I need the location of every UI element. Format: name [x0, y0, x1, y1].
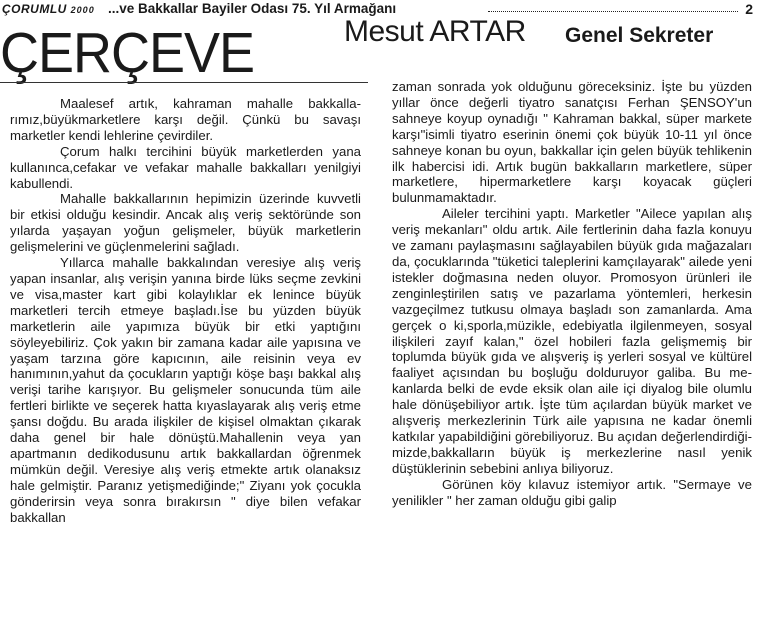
logo-underline — [0, 82, 368, 83]
article-column-right — [392, 79, 752, 508]
column-logo: ÇERÇEVE — [0, 21, 255, 85]
paragraph: Görünen köy kılavuz istemiyor artık. "Sermaye ve yenilikler " her zaman olduğu gibi galip — [392, 476, 752, 508]
page-number: 2 — [745, 1, 753, 17]
header-leader-dots — [488, 0, 738, 12]
paragraph: Çorum halkı tercihini büyük marketlerden yana kullanınca,cefakar ve vefakar mahalle bakkalları yenilgiyi kabullendi. — [10, 143, 361, 191]
paragraph: zaman sonrada yok olduğunu göreceksiniz. İşte bu yüzden yıllar önce değerli tiyatro sanatçısı Ferhan ŞENSOY'un sahneye koyup oynadığı " Kahraman bakkal, süper markete karşı"isimli tiyatro eserinin önemi çok büyük 10-11 yıl önce sahneye konan bu oyun, bakkallar için gelen büyük tehlikenin ilk habercisi idi. Artık bugün bakkalların marketlere, süper marketlere, hipermarketlere karşı koyacak güçleri bulunmamaktadır. — [392, 79, 752, 206]
author-name: Mesut ARTAR — [344, 15, 526, 48]
paragraph: Yıllarca mahalle bakkalından veresiye alış veriş yapan insanlar, alış verişin yanına birde lüks seçme zevkini ve visa,master kart gibi kolaylıklar ek lenince büyük marketleri tercih etmeye başladı.İse bu yüzden büyük marketlerin aile yapımıza büyük bir etki yaptığını söyleyebiliriz. Çok yakın bir zamana kadar aile yapısına ve yaşam tarzına göre kapıcının, aile reisinin veya ev hanımının,yahut da çocukların yaptığı köşe başı bakkal alış verişi tarihe karışıyor. Bu gelişmeler sonucunda tüm aile fertleri birlikte ve seçerek hatta kıyaslayarak alış veriş etme şansı doğdu. Bu arada ilişkiler de kişisel olmaktan çıkarak daha genel bir hale dönüştü.Mahallenin veya yan apartmanın dedikodusunu artık bakkallardan öğrenmek mümkün değil. Veresiye alış veriş etmekte artık olanaksız hale gelmiştir. Paranız yetişmediğinde;" Ziyanı yok çocukla gönderirsin veya sonra bırakırsın " diye bilen vefakar bakkallan — [10, 255, 361, 525]
brand-year: 2000 — [70, 5, 95, 15]
brand-name: ÇORUMLU — [2, 2, 67, 16]
paragraph: Aileler tercihini yaptı. Marketler "Ailece yapılan alış veriş mekanları" oldu artık. Aile fertlerinin daha fazla konuyu ve zamanı paylaşmasını sağlayabilen büyük gıda mağazaları da, çocuklarında "tüketici taleplerini kamçılayarak" ailede yeni istekler doğmasına neden oluyor. Promosyon ürünleri ile zenginleştirilen satış ve pazarlama yöntemleri, herkesin vazgeçilmez tutkusu olmaya başladı son zamanlarda. Ama gerçek o ki,sporla,müzikle, edebiyatla ilgilenmeyen, sosyal ilişkileri zayıf kalan," özel hobileri fazla gelişmemiş bir toplumda büyük gıda ve alışveriş iş yerleri sosyal ve kültürel faaliyet açısından bu boşluğu dolduruyor galiba. Bu mekanlarda belki de evde eksik olan aile içi diyalog bile olumlu hale dönüşebiliyor artık. İşte tüm açılardan büyük market ve alışveriş merkezlerinin Türk aile yapısına ne kadar önemli katkılar yapabildiğini görebiliyoruz. Bu açıdan değerlendirdiğimizde,bakkalların büyük iş merkezlerine nasıl yenik düştüklerinin sebebini anlıya biliyoruz. — [392, 206, 752, 476]
article-column-left — [10, 96, 361, 525]
paragraph: Mahalle bakkallarının hepimizin üzerinde kuvvetli bir etkisi olduğu kesindir. Ancak alış veriş sektöründe son yılarda yaşayan yoğun gelişmeler, büyük marketlerin gelişmelerini ve güçlenmelerini sağladı. — [10, 191, 361, 255]
paragraph: Maalesef artık, kahraman mahalle bakkallarımız,büyükmarketlere karşı değil. Çünkü bu savaşı marketler kendi lehlerine çevirdiler. — [10, 96, 361, 143]
author-title: Genel Sekreter — [565, 24, 714, 47]
header-title: ...ve Bakkallar Bayiler Odası 75. Yıl Armağanı — [108, 1, 397, 16]
